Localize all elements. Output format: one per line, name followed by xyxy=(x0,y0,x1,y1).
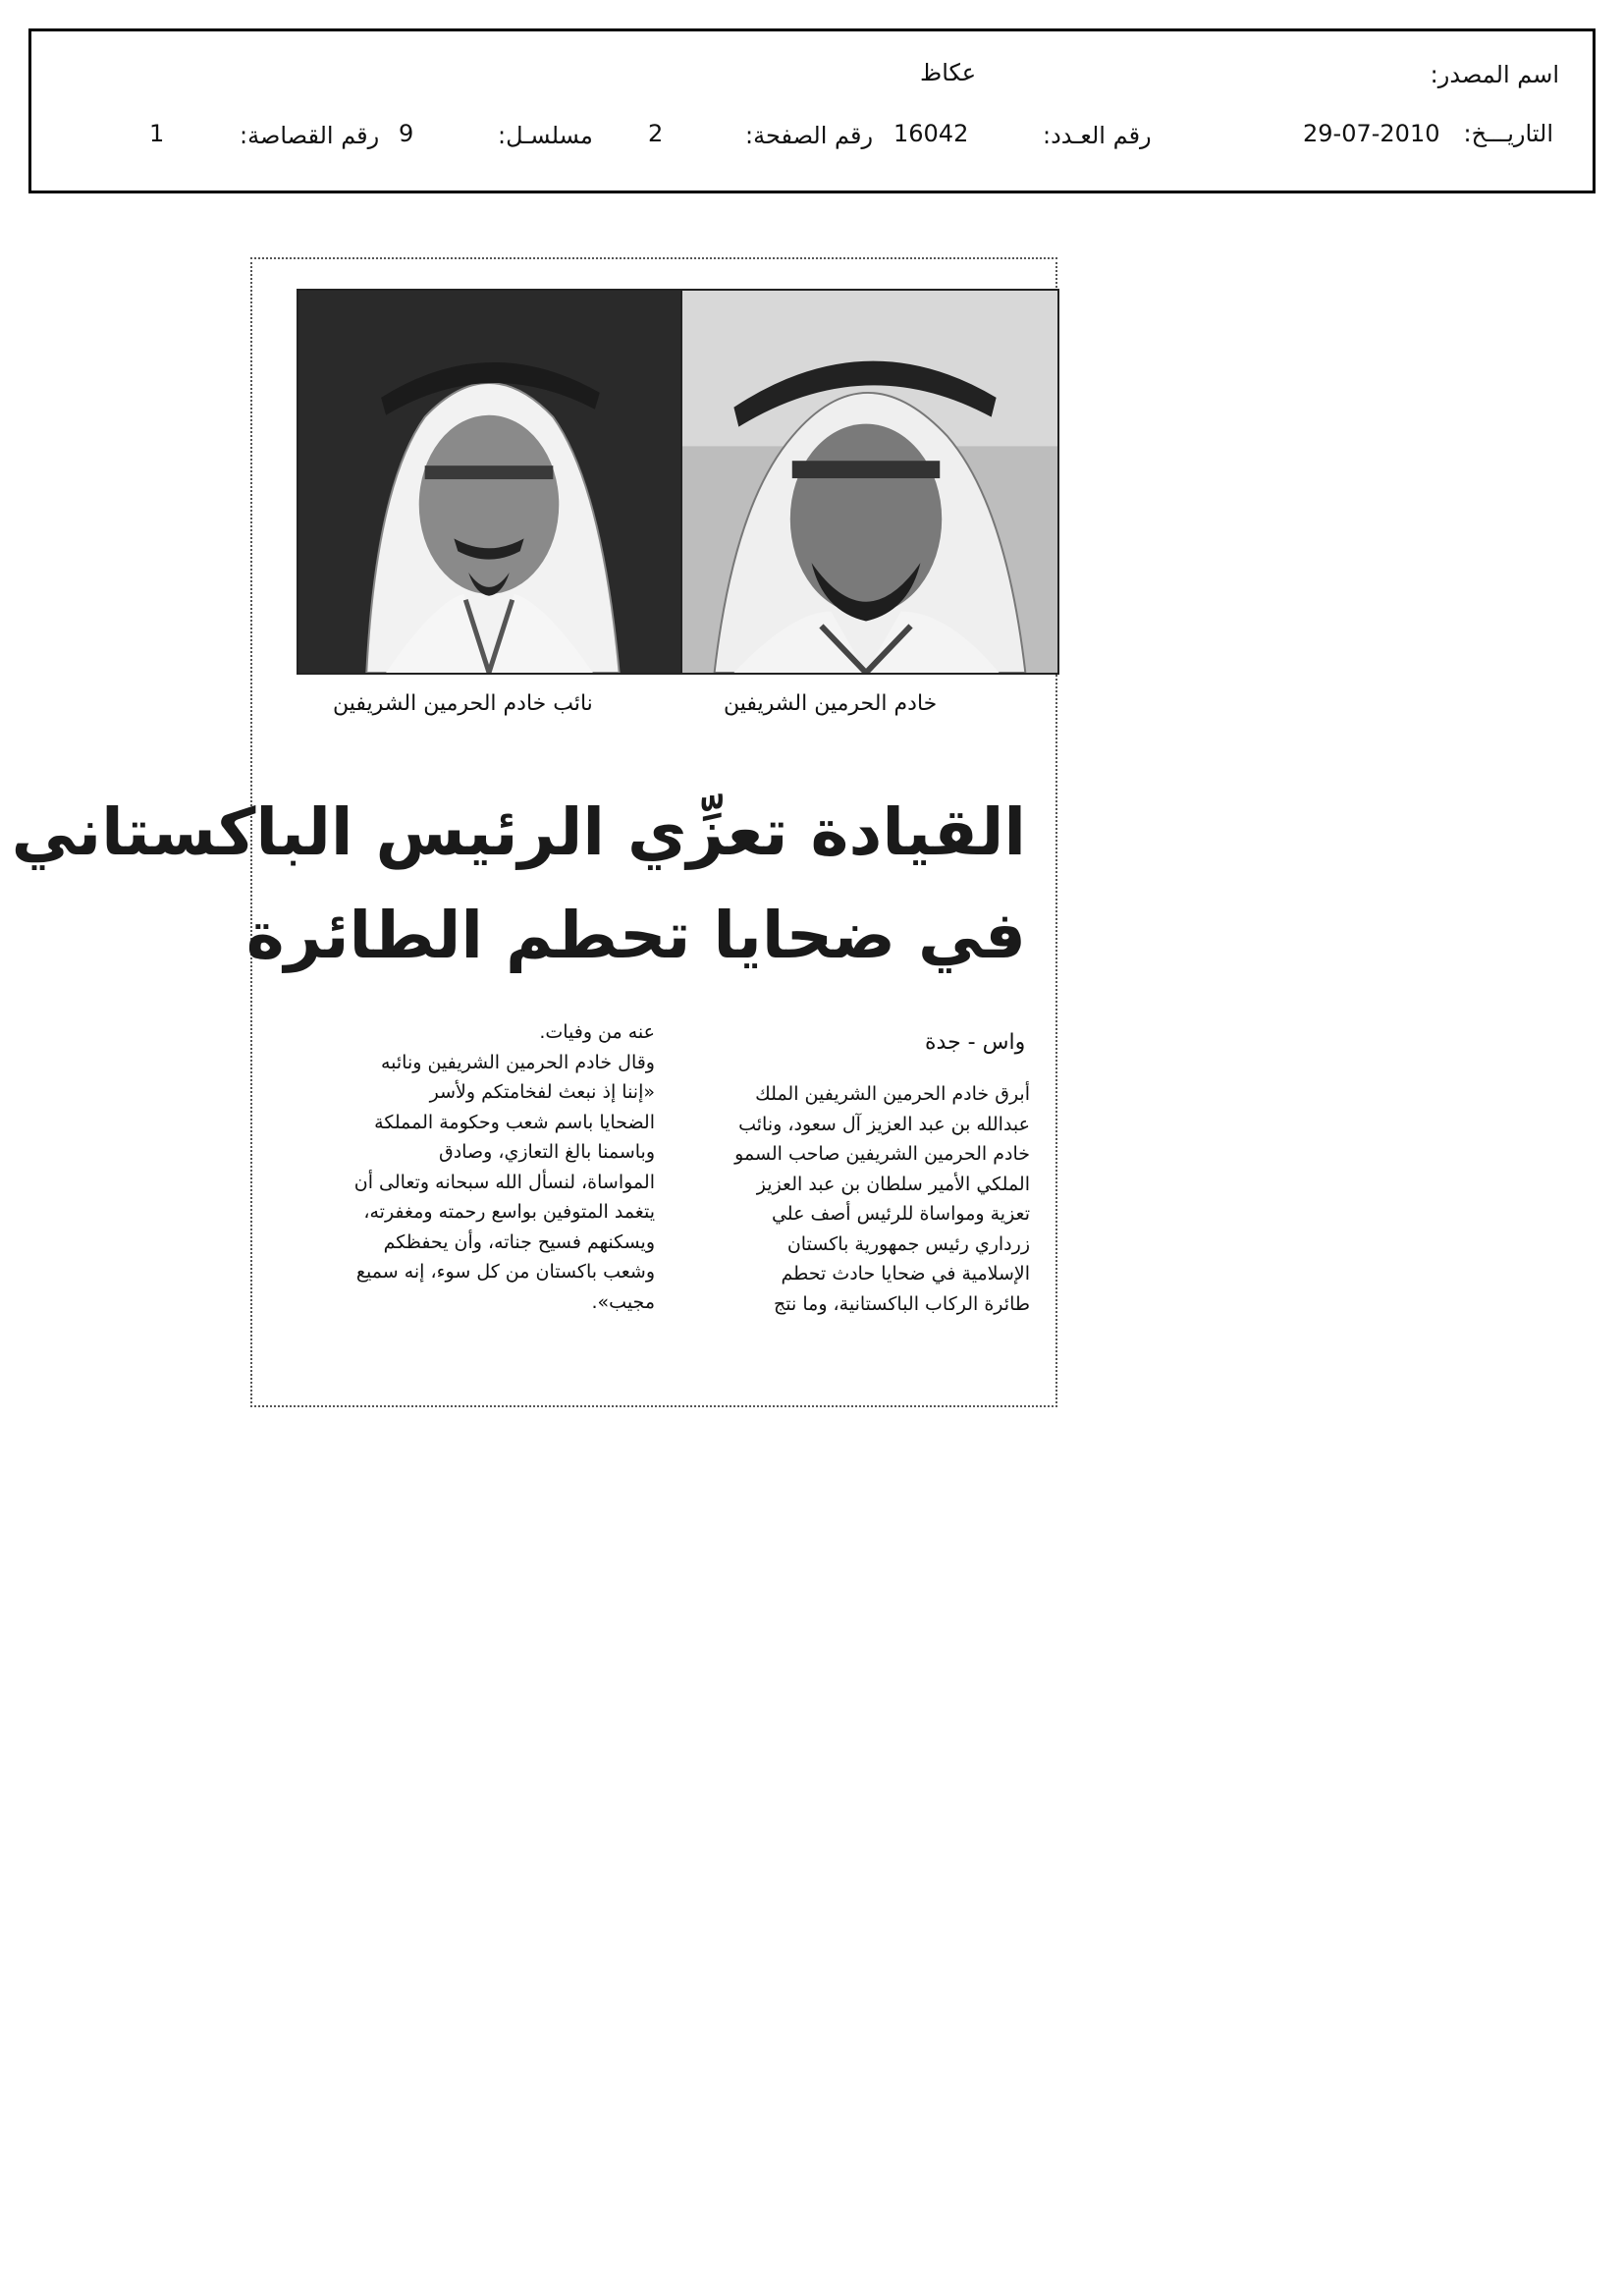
portrait-photo-right xyxy=(674,289,1059,675)
paragraph-line: وشعب باكستان من كل سوء، إنه سميع xyxy=(355,1261,655,1283)
paragraph-line: يتغمد المتوفين بواسع رحمته ومغفرته، xyxy=(363,1201,655,1223)
paragraph-line: عبدالله بن عبد العزيز آل سعود، ونائب xyxy=(738,1113,1030,1135)
headline-line-1: القيادة تعزِّي الرئيس الباكستاني xyxy=(11,794,1026,870)
paragraph-line: أبرق خادم الحرمين الشريفين الملك xyxy=(755,1083,1030,1105)
newspaper-clipping xyxy=(11,257,1057,1407)
source-label: اسم المصدر: xyxy=(1430,61,1559,88)
serial-label: مسلسـل: xyxy=(498,122,593,149)
page-label: رقم الصفحة: xyxy=(745,122,874,149)
paragraph-line: مجيب». xyxy=(591,1290,655,1313)
article-column-right xyxy=(675,1079,1030,1319)
issue-label: رقم العـدد: xyxy=(1043,122,1152,149)
paragraph-line: الإسلامية في ضحايا حادث تحطم xyxy=(781,1263,1030,1285)
issue-value: 16042 xyxy=(893,120,969,147)
paragraph-line: خادم الحرمين الشريفين صاحب السمو xyxy=(734,1143,1030,1165)
paragraph-line: عنه من وفيات. xyxy=(539,1021,655,1043)
page-value: 2 xyxy=(648,120,664,147)
portrait-right-image xyxy=(676,291,1057,673)
paragraph-line: ويسكنهم فسيح جناته، وأن يحفظكم xyxy=(383,1230,655,1253)
paragraph-line: طائرة الركاب الباكستانية، وما نتج xyxy=(774,1292,1030,1315)
paragraph-line: الملكي الأمير سلطان بن عبد العزيز xyxy=(756,1173,1030,1195)
paragraph-line: وقال خادم الحرمين الشريفين ونائبه xyxy=(380,1051,655,1073)
paragraph-line: تعزية ومواساة للرئيس أصف علي xyxy=(771,1203,1030,1225)
paragraph-line: «إننا إذ نبعث لفخامتكم ولأسر xyxy=(429,1081,655,1103)
clip-value: 1 xyxy=(149,120,165,147)
serial-value: 9 xyxy=(399,120,414,147)
portrait-left-image xyxy=(298,291,680,673)
paragraph-line: المواساة، لنسأل الله سبحانه وتعالى أن xyxy=(353,1171,655,1193)
date-label: التاريـــخ: xyxy=(1463,120,1553,147)
paragraph-line: زرداري رئيس جمهورية باكستان xyxy=(786,1232,1030,1255)
article-column-left xyxy=(299,1017,655,1317)
paragraph-line: وباسمنا بالغ التعازي، وصادق xyxy=(438,1141,655,1163)
headline-line-2: في ضحايا تحطم الطائرة xyxy=(245,898,1026,973)
source-value: عكاظ xyxy=(920,59,977,86)
caption-left: نائب خادم الحرمين الشريفين xyxy=(333,691,593,716)
dateline: واس - جدة xyxy=(925,1030,1026,1055)
caption-right: خادم الحرمين الشريفين xyxy=(724,691,938,716)
portrait-photo-left xyxy=(297,289,682,675)
clip-label: رقم القصاصة: xyxy=(240,122,380,149)
clipping-metadata-box xyxy=(28,28,1596,193)
date-value: 29-07-2010 xyxy=(1303,120,1440,147)
paragraph-line: الضحايا باسم شعب وحكومة المملكة xyxy=(374,1111,655,1133)
